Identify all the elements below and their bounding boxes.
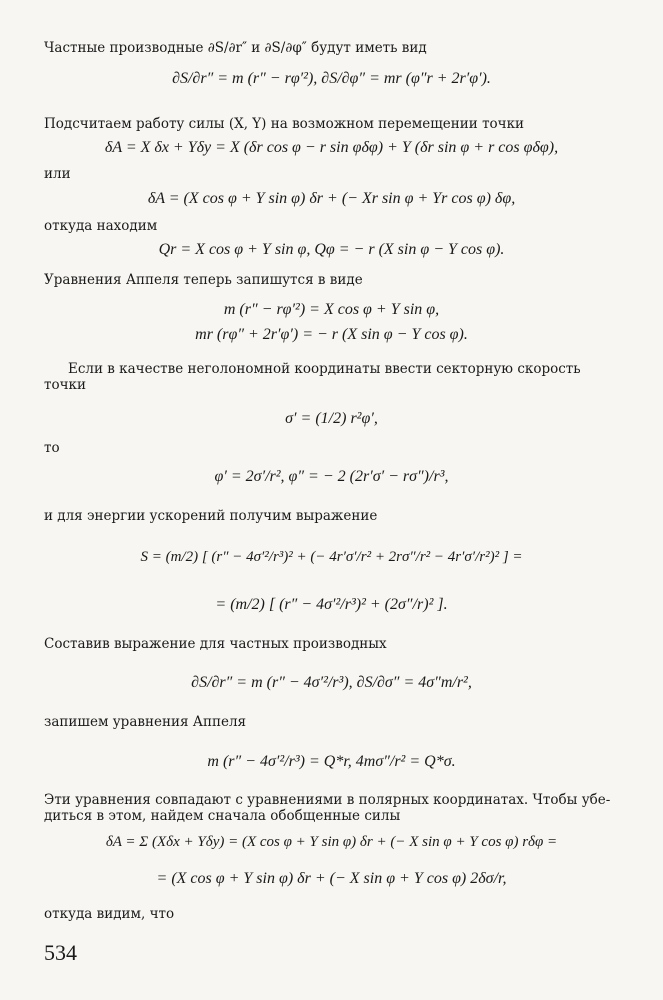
equation: σ′ = (1/2) r²φ′, (285, 410, 378, 427)
equation: Qr = X cos φ + Y sin φ, Qφ = − r (X sin φ − Y cos φ). (158, 241, 505, 258)
equation: = (m/2) [ (r″ − 4σ′²/r³)² + (2σ″/r)² ]. (215, 596, 448, 613)
equation: δA = Σ (Xδx + Yδy) = (X cos φ + Y sin φ) δr + (− X sin φ + Y cos φ) rδφ = (105, 834, 558, 850)
equation: m (r″ − 4σ′²/r³) = Q*r, 4mσ″/r² = Q*σ. (207, 753, 456, 770)
equation: = (X cos φ + Y sin φ) δr + (− X sin φ + Y cos φ) 2δσ/r, (156, 870, 507, 887)
equation: S = (m/2) [ (r″ − 4σ′²/r³)² + (− 4r′σ′/r² + 2rσ″/r² − 4r′σ′/r²)² ] = (140, 549, 523, 565)
equation: φ′ = 2σ′/r², φ″ = − 2 (2r′σ′ − rσ″)/r³, (214, 468, 449, 485)
page-number: 534 (44, 940, 77, 965)
text-line: Составив выражение для частных производных (44, 636, 387, 652)
equation: δA = (X cos φ + Y sin φ) δr + (− Xr sin φ + Yr cos φ) δφ, (147, 190, 516, 207)
equation: ∂S/∂r″ = m (r″ − 4σ′²/r³), ∂S/∂σ″ = 4σ″m/r², (191, 674, 472, 691)
text-line: точки (44, 377, 86, 393)
text-line: Эти уравнения совпадают с уравнениями в полярных координатах. Чтобы убе- (44, 792, 611, 808)
text-line: откуда находим (44, 218, 158, 234)
equation: δA = X δx + Yδy = X (δr cos φ − r sin φδφ) + Y (δr sin φ + r cos φδφ), (104, 139, 559, 156)
text-line: или (44, 166, 71, 182)
text-line: Уравнения Аппеля теперь запишутся в виде (44, 272, 363, 288)
text-line: откуда видим, что (44, 906, 175, 922)
text-line: диться в этом, найдем сначала обобщенные силы (44, 808, 401, 824)
equation: mr (rφ″ + 2r′φ′) = − r (X sin φ − Y cos φ). (195, 326, 468, 343)
text-line: Подсчитаем работу силы (X, Y) на возможном перемещении точки (44, 116, 525, 132)
text-line: Частные производные ∂S/∂r″ и ∂S/∂φ″ будут иметь вид (44, 40, 427, 56)
text-line: запишем уравнения Аппеля (44, 714, 247, 730)
equation: ∂S/∂r″ = m (r″ − rφ′²), ∂S/∂φ″ = mr (φ″r + 2r′φ′). (172, 70, 491, 87)
text-line: Если в качестве неголономной координаты ввести секторную скорость (68, 361, 581, 377)
text-line: то (44, 440, 60, 456)
equation: m (r″ − rφ′²) = X cos φ + Y sin φ, (223, 301, 440, 318)
text-line: и для энергии ускорений получим выражение (44, 508, 378, 524)
